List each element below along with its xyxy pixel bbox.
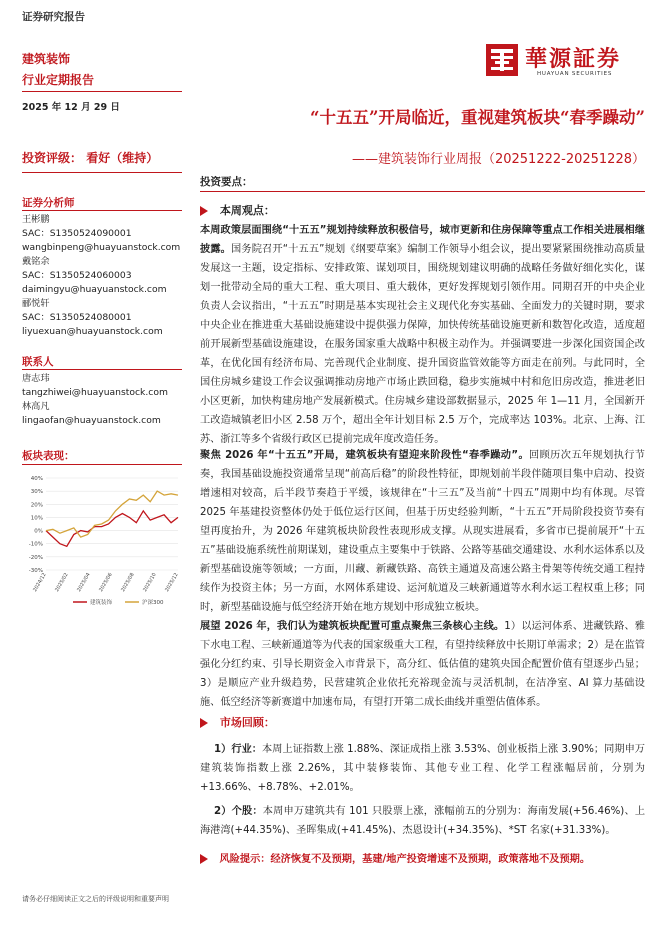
y-tick-label: 40% [30,476,43,482]
contact-name: 唐志玮 [22,373,50,384]
market-industry-body: 本周上证指数上涨 1.88%、深证成指上涨 3.53%、创业板指上涨 3.90%；同期申万建筑装饰指数上涨 2.26%，其中装修装饰、其他专业工程、化学工程涨幅居前，分别为+13.66%、+8.78%、+2.01%。 [200,744,645,793]
x-tick-label: 2025/08 [120,572,136,593]
section-label: 投资要点： [200,176,253,188]
analyst-list [22,213,187,339]
divider [22,210,182,211]
view-heading: 本周观点： [219,204,275,217]
legend-label: 建筑装饰 [90,600,113,606]
report-category: 行业定期报告 [22,73,95,87]
paragraph-outlook [200,617,645,712]
view-heading-row [200,202,275,218]
paragraph-body: 1）以运河体系、进藏铁路、雅下水电工程、三峡新通道等为代表的国家级重大工程，有望持续释放中长期订单需求；2）是在监管强化分红约束、引导长期资金入市背景下，高分红、低估值的建筑央国企配置价值有望逐步凸显；3）是顺应产业升级趋势，民营建筑企业依托充裕现金流与灵活机制，在洁净室、AI 算力基础设施、低空经济等新赛道中加速布局，有望打开第二成长曲线并重塑估值体系。 [200,621,645,708]
rating [22,149,158,166]
y-tick-label: -10% [28,541,43,548]
paragraph-spring-rally [200,446,645,617]
paragraph-body: 回顾历次五年规划执行节奏，我国基础设施投资通常呈现“前高后稳”的阶段性特征，即规划前半段伴随项目集中启动、投资增速相对较高，后半段节奏趋于平缓，该规律在“十三五”及当前“十四五”周期中均有体现。尽管 2025 年基建投资整体仍处于低位运行区间，但基于历史经验判断，“十五五”开局阶段投资节奏有望再度抬升，为 2026 年建筑板块阶段性表现形成支撑。从现实进展看，多省市已提前展开“十五五”基础设施系统性前期谋划，建设重点主要集中于铁路、公路等基础交通建设、水利水运体系以及新型基础设施等领域；一方面，川藏、新藏铁路、高铁主通道及高速公路主骨架等传统交通工程持续作为投资主体；另一方面，水网体系建设、运河航道及三峡新通道等水利水运工程权重上移；同时，新型基础设施与低空经济开始在地方规划中形成独立板块。 [200,450,645,613]
contact-email[interactable]: tangzhiwei@huayuanstock.com [22,387,168,398]
legend-label: 沪深300 [142,600,164,606]
analyst-sac: SAC：S1350524090001 [22,228,132,239]
y-tick-label: 20% [30,502,43,509]
market-industry-label: 1）行业： [214,744,263,755]
triangle-bullet-icon [200,206,208,216]
chart-title: 板块表现： [22,450,75,462]
analyst-sac: SAC：S1350524080001 [22,312,132,323]
risk-row [200,850,645,865]
market-stocks-body: 本周申万建筑共有 101 只股票上涨，涨幅前五的分别为：海南发展(+56.46%)、上海港湾(+44.35%)、圣晖集成(+41.45%)、杰恩设计(+34.35%)、*ST 名家(+31.33%)。 [200,806,646,836]
x-tick-label: 2024/12 [32,572,48,593]
analyst-email[interactable]: wangbinpeng@huayuanstock.com [22,242,181,253]
logo-emblem-icon [486,44,518,76]
analysts-heading: 证券分析师 [22,197,75,209]
risk-label: 风险提示： [219,854,271,865]
logo-text: 華源証券 [525,46,622,72]
paragraph-lead: 本周政策层面围绕“十五五”规划持续释放积极信号，城市更新和住房保障等重点工作相关进展相继披露。 [200,225,645,255]
market-heading: 市场回顾： [219,716,275,729]
y-tick-label: -30% [28,568,43,574]
analyst-email[interactable]: daimingyu@huayuanstock.com [22,284,167,295]
report-type: 证券研究报告 [22,11,85,23]
report-title: “十五五”开局临近，重视建筑板块“春季躁动” [310,108,645,127]
market-heading-row [200,714,275,730]
triangle-bullet-icon [200,718,208,728]
divider [22,369,182,370]
paragraph-body: 国务院召开“十五五”规划《纲要草案》编制工作领导小组会议，提出要紧紧围绕推动高质量发展这一主题，设定指标、安排政策、谋划项目，围绕规划建议明确的战略任务做好细化实化，谋划一批带动全局的重大工程、重大项目、重大载体，更好发挥规划引领作用。同期召开的中央企业负责人会议指出，“十五五”时期是基本实现社会主义现代化夯实基础、全面发力的关键时期，要求中央企业在推进重大基础设施建设中提供强力保障，加快传统基础设施更新和数智化改造，适度超前开展新型基础设施建设，在服务国家重大战略中积极主动作为。并强调要进一步深化国资国企改革，在优化国有经济布局、完善现代企业制度、提升国资监管效能等方面走在前列。与此同时，全国住房城乡建设工作会议强调推动房地产市场止跌回稳，稳步实施城中村和危旧房改造，推进老旧小区更新，加快构建房地产发展新模式。住房城乡建设部数据显示，2025 年 1—11 月，全国新开工改造城镇老旧小区 2.58 万个，超出全年计划目标 2.5 万个，完成率达 103%。北京、上海、江苏、浙江等多个省级行政区已提前完成年度改造任务。 [200,244,645,445]
divider [200,191,645,192]
report-date: 2025 年 12 月 29 日 [22,102,120,113]
logo-en: HUAYUAN SECURITIES [537,71,613,77]
risk-body: 经济恢复不及预期，基建/地产投资增速不及预期，政策落地不及预期。 [270,854,591,865]
footer-disclaimer: 请务必仔细阅读正文之后的评级说明和重要声明 [22,895,169,903]
report-subtitle: ——建筑装饰行业周报（20251222-20251228） [351,152,645,167]
y-tick-label: 0% [34,528,43,535]
contact-email[interactable]: lingaofan@huayuanstock.com [22,415,161,426]
rating-label: 投资评级： [22,151,83,165]
divider [22,464,182,465]
contact-list [22,372,187,428]
y-tick-label: -20% [28,554,43,561]
rating-value: 看好（维持） [86,151,159,165]
market-stocks [200,802,645,840]
x-tick-label: 2025/12 [164,572,180,593]
analyst-name: 戴铭余 [22,256,50,267]
divider [22,172,182,173]
analyst-email[interactable]: liyuexuan@huayuanstock.com [22,326,163,337]
x-tick-label: 2025/04 [76,572,92,593]
analyst-name: 王彬鹏 [22,214,50,225]
y-tick-label: 30% [30,489,43,496]
industry-name: 建筑装饰 [22,52,71,66]
market-industry [200,740,645,797]
market-stocks-label: 2）个股： [214,806,263,817]
series-line-csi300 [46,491,178,537]
x-tick-label: 2025/06 [98,572,114,593]
x-tick-label: 2025/02 [54,572,70,593]
triangle-bullet-icon [200,854,208,864]
divider [22,91,182,92]
analyst-sac: SAC：S1350524060003 [22,270,132,281]
x-tick-label: 2025/10 [142,572,158,593]
analyst-name: 郦悦轩 [22,298,50,309]
paragraph-lead: 展望 2026 年，我们认为建筑板块配置可重点聚焦三条核心主线。 [200,621,505,632]
sector-performance-chart [18,470,188,610]
y-tick-label: 10% [30,515,43,522]
paragraph-policy [200,221,645,449]
contacts-heading: 联系人 [22,356,54,368]
contact-name: 林高凡 [22,401,50,412]
paragraph-lead: 聚焦 2026 年“十五五”开局，建筑板块有望迎来阶段性“春季躁动”。 [200,450,530,461]
